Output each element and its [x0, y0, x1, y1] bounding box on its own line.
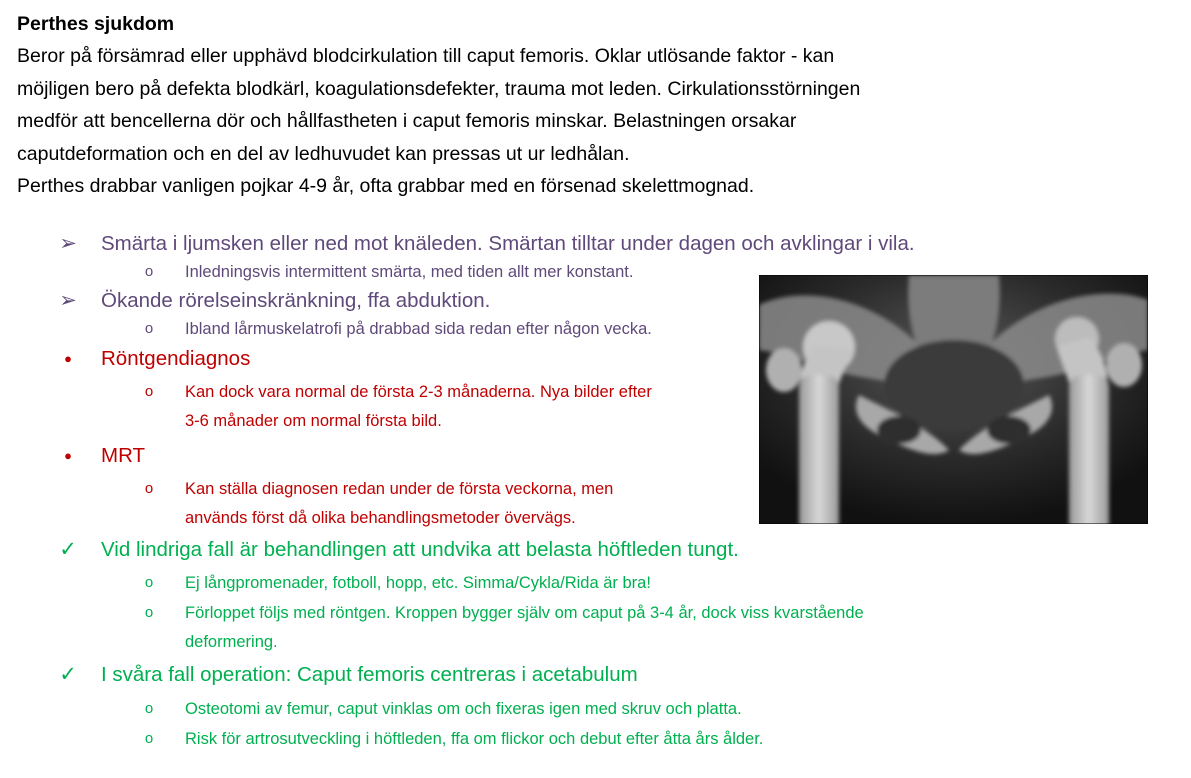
circle-bullet-icon: o [144, 574, 154, 591]
document-heading: Perthes sjukdom [17, 13, 175, 35]
sub-item-text: Ej långpromenader, fotboll, hopp, etc. Simma/Cykla/Rida är bra! [185, 574, 651, 592]
list-item-text: Smärta i ljumsken eller ned mot knäleden. Smärtan tilltar under dagen och avklingar i vila. [101, 232, 915, 255]
intro-line: Perthes drabbar vanligen pojkar 4-9 år, ofta grabbar med en försenad skelettmognad. [17, 175, 755, 197]
arrow-bullet-icon: ➢ [59, 289, 77, 312]
bullet-icon: ● [64, 448, 72, 463]
circle-bullet-icon: o [144, 320, 154, 337]
sub-item-text: Osteotomi av femur, caput vinklas om och fixeras igen med skruv och platta. [185, 700, 742, 718]
sub-item-text: Kan dock vara normal de första 2-3 månaderna. Nya bilder efter [185, 383, 652, 401]
bullet-icon: ● [64, 351, 72, 366]
sub-item-text: Risk för artrosutveckling i höftleden, ffa om flickor och debut efter åtta års ålder. [185, 730, 764, 748]
pelvis-xray-image [759, 275, 1148, 524]
list-item-text: MRT [101, 444, 146, 467]
circle-bullet-icon: o [144, 700, 154, 717]
circle-bullet-icon: o [144, 480, 154, 497]
circle-bullet-icon: o [144, 604, 154, 621]
intro-line: medför att bencellerna dör och hållfastheten i caput femoris minskar. Belastningen orsakar [17, 110, 797, 132]
circle-bullet-icon: o [144, 263, 154, 280]
intro-paragraph [17, 40, 1097, 203]
sub-item-text: Förloppet följs med röntgen. Kroppen bygger själv om caput på 3-4 år, dock viss kvarstående [185, 604, 864, 622]
circle-bullet-icon: o [144, 383, 154, 400]
sub-item-text: 3-6 månader om normal första bild. [185, 412, 442, 430]
list-item-text: Röntgendiagnos [101, 347, 251, 370]
checkmark-icon: ✓ [59, 663, 77, 686]
list-item-text: I svåra fall operation: Caput femoris centreras i acetabulum [101, 663, 638, 686]
circle-bullet-icon: o [144, 730, 154, 747]
sub-item-text: används först då olika behandlingsmetoder övervägs. [185, 509, 576, 527]
list-item-text: Ökande rörelseinskränkning, ffa abduktion. [101, 289, 491, 312]
arrow-bullet-icon: ➢ [59, 232, 77, 255]
sub-item-text: Kan ställa diagnosen redan under de första veckorna, men [185, 480, 614, 498]
xray-illustration [759, 275, 1148, 524]
intro-line: möjligen bero på defekta blodkärl, koagulationsdefekter, trauma mot leden. Cirkulationsstörningen [17, 77, 861, 100]
intro-line: Beror på försämrad eller upphävd blodcirkulation till caput femoris. Oklar utlösande faktor - kan [17, 45, 835, 67]
list-item-text: Vid lindriga fall är behandlingen att undvika att belasta höftleden tungt. [101, 538, 739, 561]
sub-item-text: Ibland lårmuskelatrofi på drabbad sida redan efter någon vecka. [185, 320, 652, 338]
sub-item-text: deformering. [185, 633, 278, 651]
checkmark-icon: ✓ [59, 538, 77, 561]
intro-line: caputdeformation och en del av ledhuvudet kan pressas ut ur ledhålan. [17, 142, 630, 165]
sub-item-text: Inledningsvis intermittent smärta, med tiden allt mer konstant. [185, 263, 634, 281]
